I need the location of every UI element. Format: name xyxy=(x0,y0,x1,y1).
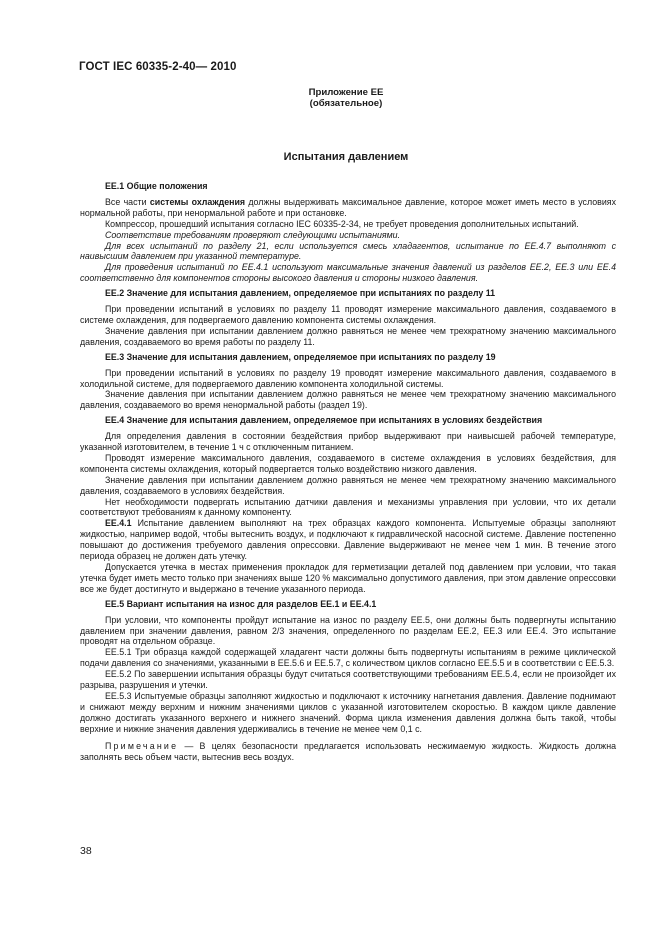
paragraph: При проведении испытаний в условиях по разделу 11 проводят измерение максимального давления, создаваемого в системе охлаждения, для подвергаемого давлению компонента системы охлаждения. xyxy=(80,304,616,325)
paragraph xyxy=(80,518,616,562)
paragraph: ЕЕ.5.2 По завершении испытания образцы будут считаться соответствующими требованиям ЕЕ.5.4, если не произойдет их разрыва, разрушения и утечки. xyxy=(80,669,616,691)
note-paragraph xyxy=(80,741,616,763)
section-heading-ee1: ЕЕ.1 Общие положения xyxy=(105,181,208,191)
paragraph: Значение давления при испытании давлением должно равняться не менее чем трехкратному значению максимального давления, создаваемого во время ненормальной работы (раздел 19). xyxy=(80,389,616,411)
paragraph: Значение давления при испытании давлением должно равняться не менее чем трехкратному значению максимального давления, создаваемого в условиях бездействия. xyxy=(80,474,616,496)
paragraph xyxy=(80,197,616,219)
annex-title: Приложение ЕЕ xyxy=(308,87,384,98)
annex-status: (обязательное) xyxy=(309,98,383,109)
paragraph: Для определения давления в состоянии бездействия прибор выдерживают при наивысшей рабочей температуре, указанной изготовителем, в течение 1 ч с отключенным питанием. xyxy=(80,431,616,453)
paragraph: Для всех испытаний по разделу 21, если используется смесь хладагентов, испытание по ЕЕ.4.7 выполняют с наивысшим давлением при указанной температуре. xyxy=(80,240,616,262)
text: Все части xyxy=(105,196,150,207)
paragraph: При условии, что компоненты пройдут испытание на износ по разделу ЕЕ.5, они должны быть подвергнуты испытанию давлением при значении давления, равном 2/3 значения, определенного по разделам ЕЕ.2, ЕЕ.3 или ЕЕ.4. Это испытание проводят на отдельном образце. xyxy=(80,614,616,647)
note-text: — В целях безопасности предлагается использовать несжимаемую жидкость. Жидкость должна заполнять весь объем части, вытеснив весь воздух. xyxy=(80,740,616,762)
paragraph: Допускается утечка в местах применения прокладок для герметизации деталей под давлением при условии, что такая утечка будет иметь место только при значениях выше 120 % максимально допустимого давления, при этом давление опрессовки все же будет достигнуто и выдержано в течение указанного периода. xyxy=(80,562,616,594)
paragraph: Проводят измерение максимального давления, создаваемого в системе охлаждения в условиях бездействия, для компонента системы охлаждения, который подвергается только воздействию низкого давления. xyxy=(80,452,616,474)
bold-term: системы охлаждения xyxy=(149,196,246,207)
paragraph: Соответствие требованиям проверяют следующими испытаниями. xyxy=(105,229,401,240)
standard-designation: ГОСТ IEC 60335-2-40— 2010 xyxy=(79,61,237,73)
section-heading-ee2: ЕЕ.2 Значение для испытания давлением, определяемое при испытаниях по разделу 11 xyxy=(105,288,496,299)
paragraph: Нет необходимости подвергать испытанию датчики давления и механизмы управления при условии, что их детали соответствуют требованиям к данному компоненту. xyxy=(80,496,616,518)
paragraph: Значение давления при испытании давлением должно равняться не менее чем трехкратному значению максимального давления, создаваемого во время работы по разделу 11. xyxy=(80,325,616,347)
section-heading-ee5: ЕЕ.5 Вариант испытания на износ для разделов ЕЕ.1 и ЕЕ.4.1 xyxy=(105,598,377,609)
text: Испытание давлением выполняют на трех образцах каждого компонента. Испытуемые образцы заполняют жидкостью, например водой, чтобы вытеснить воздух, и подключают к гидравлической насосной системе. Давление постепенно повышают до достижения требуемого давления опрессовки. Давление выдерживают не менее чем 1 мин. В течение этого периода образец не должен дать утечку. xyxy=(80,518,616,562)
text: должны выдерживать максимальное давление, которое может иметь место в условиях нормальной работы, при ненормальной работе и при остановке. xyxy=(80,196,617,218)
page-number: 38 xyxy=(80,845,92,857)
document-body xyxy=(80,181,616,762)
paragraph: Компрессор, прошедший испытания согласно IEC 60335-2-34, не требует проведения дополнительных испытаний. xyxy=(105,218,579,229)
note-label: Примечание xyxy=(105,740,179,751)
clause-label: ЕЕ.4.1 xyxy=(105,518,132,529)
paragraph: Для проведения испытаний по ЕЕ.4.1 используют максимальные значения давлений из разделов ЕЕ.2, ЕЕ.3 или ЕЕ.4 соответственно для компонентов стороны высокого давления и стороны низкого давления. xyxy=(80,262,616,284)
section-heading-ee3: ЕЕ.3 Значение для испытания давлением, определяемое при испытаниях по разделу 19 xyxy=(105,351,496,362)
section-heading-ee4: ЕЕ.4 Значение для испытания давлением, определяемое при испытаниях в условиях бездействия xyxy=(105,415,543,426)
paragraph: ЕЕ.5.1 Три образца каждой содержащей хладагент части должны быть подвергнуты испытаниям в режиме циклической подачи давления со значениями, указанными в ЕЕ.5.6 и ЕЕ.5.7, с количеством циклов согласно ЕЕ.5.5 и в соответствии с ЕЕ.5.3. xyxy=(80,647,616,669)
page-title: Испытания давлением xyxy=(283,151,409,163)
paragraph: При проведении испытаний в условиях по разделу 19 проводят измерение максимального давления, создаваемого в холодильной системе, для подвергаемого давлению компонента холодильной системы. xyxy=(80,367,616,389)
annex-label xyxy=(0,87,661,109)
paragraph: ЕЕ.5.3 Испытуемые образцы заполняют жидкостью и подключают к источнику нагнетания давления. Давление поднимают и снижают между верхним и нижним значениями циклов с указанной изготовителем скоростью. В каждом цикле давление должно достигать указанного верхнего и нижнего значений. Форма цикла изменения давления должна быть такой, чтобы верхние и нижние значения давления удерживались в течение не менее чем 0,1 с. xyxy=(80,690,616,734)
